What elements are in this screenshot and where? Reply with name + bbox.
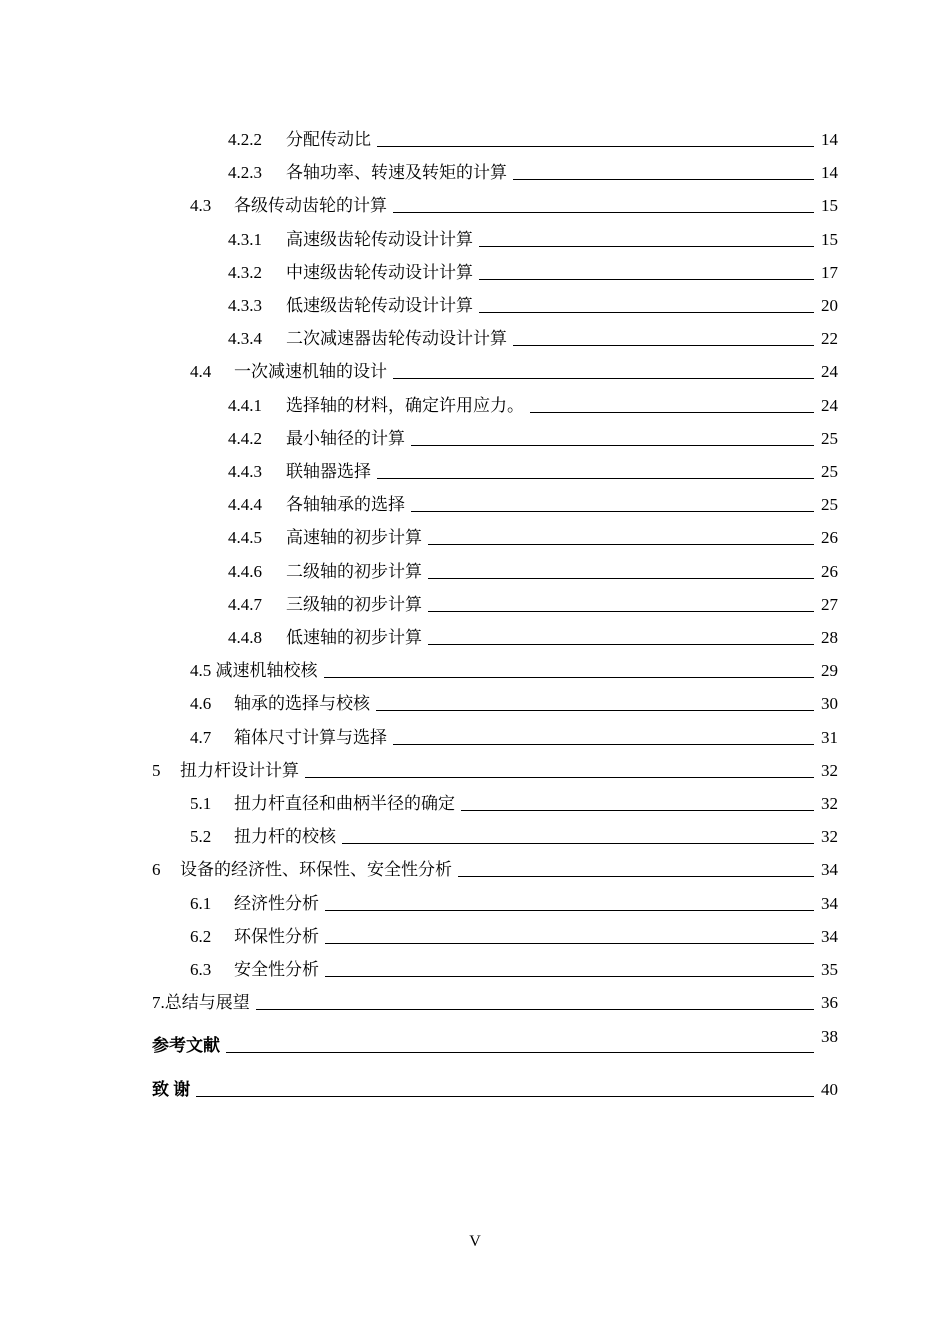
- toc-entry[interactable]: [228, 425, 838, 449]
- toc-entry-number: 4.3.3: [228, 296, 262, 315]
- toc-entry-number: 4.4.2: [228, 428, 262, 448]
- toc-leader-line: [411, 510, 814, 512]
- toc-entry-title: 高速级齿轮传动设计计算: [286, 229, 473, 249]
- toc-entry-title: 各轴轴承的选择: [286, 495, 405, 515]
- toc-entry-title: 分配传动比: [286, 130, 371, 149]
- toc-entry-page: 15: [821, 196, 838, 216]
- toc-entry-title: 致 谢: [152, 1079, 191, 1099]
- toc-leader-line: [377, 145, 814, 147]
- toc-entry-page: 26: [821, 528, 838, 548]
- toc-entry[interactable]: [190, 657, 838, 681]
- toc-entry-title: 联轴器选择: [286, 462, 371, 481]
- toc-entry[interactable]: [190, 890, 838, 914]
- toc-leader-line: [325, 942, 814, 944]
- toc-entry-page: 29: [821, 661, 838, 681]
- toc-entry[interactable]: [152, 1076, 838, 1100]
- toc-leader-line: [377, 477, 814, 479]
- toc-entry[interactable]: [228, 226, 838, 250]
- toc-entry-number: 4.4.4: [228, 495, 262, 515]
- toc-entry[interactable]: [190, 690, 838, 714]
- toc-entry-page: 32: [821, 794, 838, 813]
- toc-entry[interactable]: [152, 856, 838, 880]
- toc-entry-number: 4.4.6: [228, 561, 262, 581]
- toc-entry[interactable]: [228, 126, 838, 150]
- toc-entry[interactable]: [228, 392, 838, 416]
- toc-entry-page: 27: [821, 594, 838, 614]
- toc-entry-page: 32: [821, 760, 838, 780]
- toc-leader-line: [393, 211, 814, 213]
- toc-entry[interactable]: [228, 558, 838, 582]
- toc-entry-title: 三级轴的初步计算: [286, 594, 422, 614]
- toc-entry-title: 中速级齿轮传动设计计算: [286, 262, 473, 282]
- toc-entry-title: 各级传动齿轮的计算: [234, 196, 387, 216]
- toc-entry-page: 17: [821, 262, 838, 282]
- toc-entry-number: 6.2: [190, 926, 212, 946]
- toc-entry-page: 36: [821, 993, 838, 1013]
- toc-entry-number: 4.3.2: [228, 262, 262, 282]
- toc-entry[interactable]: [228, 524, 838, 548]
- toc-entry-title: 7.总结与展望: [152, 993, 250, 1013]
- toc-entry-number: 4.2.3: [228, 163, 262, 183]
- toc-leader-line: [196, 1095, 814, 1097]
- toc-leader-line: [513, 344, 814, 346]
- toc-leader-line: [411, 444, 814, 446]
- toc-entry-page: 35: [821, 960, 838, 979]
- toc-entry-number: 5: [152, 760, 161, 780]
- toc-entry-number: 4.3.4: [228, 329, 262, 349]
- toc-entry-number: 5.2: [190, 827, 212, 847]
- toc-entry-number: 4.4.7: [228, 594, 262, 614]
- toc-entry-page: 32: [821, 827, 838, 847]
- toc-entry-number: 6: [152, 860, 161, 880]
- toc-entry-page: 20: [821, 296, 838, 315]
- toc-entry-title: 低速轴的初步计算: [286, 628, 422, 647]
- toc-entry-page: 30: [821, 694, 838, 714]
- toc-entry[interactable]: [190, 358, 838, 382]
- toc-entry[interactable]: [190, 192, 838, 216]
- toc-entry-page: 22: [821, 329, 838, 349]
- toc-entry-title: 安全性分析: [234, 960, 319, 979]
- toc-leader-line: [342, 842, 814, 844]
- toc-entry[interactable]: [152, 1027, 838, 1056]
- toc-leader-line: [325, 909, 814, 911]
- toc-entry-page: 24: [821, 395, 838, 415]
- toc-entry-page: 28: [821, 628, 838, 647]
- toc-entry-page: 26: [821, 561, 838, 581]
- toc-entry-title: 二次减速器齿轮传动设计计算: [286, 329, 507, 349]
- toc-entry-title: 箱体尺寸计算与选择: [234, 727, 387, 747]
- toc-entry-title: 环保性分析: [234, 926, 319, 946]
- toc-leader-line: [479, 278, 814, 280]
- toc-entry-title: 二级轴的初步计算: [286, 561, 422, 581]
- toc-entry-page: 38: [821, 1027, 838, 1047]
- toc-entry-page: 34: [821, 893, 838, 913]
- toc-leader-line: [461, 809, 814, 811]
- toc-entry[interactable]: [152, 757, 838, 781]
- toc-leader-line: [428, 643, 814, 645]
- toc-entry-title: 参考文献: [152, 1036, 220, 1056]
- toc-entry-number: 4.4.8: [228, 628, 262, 647]
- toc-leader-line: [513, 178, 814, 180]
- toc-leader-line: [530, 411, 814, 413]
- toc-entry[interactable]: [228, 259, 838, 283]
- toc-entry-number: 4.7: [190, 727, 212, 747]
- toc-entry[interactable]: [228, 491, 838, 515]
- toc-leader-line: [393, 377, 814, 379]
- toc-entry-title: 设备的经济性、环保性、安全性分析: [180, 860, 452, 880]
- toc-entry-title: 经济性分析: [234, 893, 319, 913]
- toc-leader-line: [458, 875, 814, 877]
- toc-entry[interactable]: [152, 989, 838, 1013]
- toc-entry-title: 一次减速机轴的设计: [234, 362, 387, 382]
- toc-entry-page: 15: [821, 229, 838, 249]
- toc-entry[interactable]: [190, 823, 838, 847]
- toc-entry[interactable]: [228, 624, 838, 648]
- toc-leader-line: [428, 577, 814, 579]
- toc-leader-line: [376, 709, 814, 711]
- toc-entry-page: 14: [821, 163, 838, 183]
- toc-leader-line: [324, 676, 815, 678]
- toc-entry-title: 高速轴的初步计算: [286, 528, 422, 548]
- toc-entry-title: 4.5 减速机轴校核: [190, 661, 318, 681]
- toc-entry[interactable]: [228, 591, 838, 615]
- toc-entry-number: 4.4.3: [228, 462, 262, 481]
- toc-entry-title: 扭力杆直径和曲柄半径的确定: [234, 794, 455, 813]
- toc-leader-line: [256, 1008, 814, 1010]
- toc-entry-page: 25: [821, 495, 838, 515]
- toc-entry-title: 低速级齿轮传动设计计算: [286, 296, 473, 315]
- toc-entry[interactable]: [190, 790, 838, 814]
- toc-entry-page: 40: [821, 1079, 838, 1099]
- toc-entry-number: 6.1: [190, 893, 212, 913]
- toc-entry[interactable]: [228, 458, 838, 482]
- toc-entry-number: 5.1: [190, 794, 212, 813]
- toc-leader-line: [479, 245, 814, 247]
- toc-entry-page: 25: [821, 462, 838, 481]
- toc-entry-number: 6.3: [190, 960, 212, 979]
- page-number: V: [469, 1233, 481, 1250]
- toc-leader-line: [393, 743, 814, 745]
- toc-entry-page: 34: [821, 926, 838, 946]
- toc-entry-number: 4.4.1: [228, 395, 262, 415]
- toc-entry-number: 4.3.1: [228, 229, 262, 249]
- toc-entry-number: 4.4.5: [228, 528, 262, 548]
- toc-entry-page: 25: [821, 428, 838, 448]
- toc-entry-title: 最小轴径的计算: [286, 428, 405, 448]
- toc-entry-number: 4.2.2: [228, 130, 262, 149]
- toc-entry[interactable]: [190, 923, 838, 947]
- toc-entry[interactable]: [190, 724, 838, 748]
- toc-entry-page: 31: [821, 727, 838, 747]
- toc-entry-page: 14: [821, 130, 838, 149]
- toc-entry-page: 34: [821, 860, 838, 880]
- toc-entry-title: 扭力杆的校核: [234, 827, 336, 847]
- toc-entry-number: 4.6: [190, 694, 212, 714]
- toc-leader-line: [325, 975, 814, 977]
- toc-entry[interactable]: [190, 956, 838, 980]
- toc-entry-title: 各轴功率、转速及转矩的计算: [286, 163, 507, 183]
- toc-entry-title: 扭力杆设计计算: [180, 760, 299, 780]
- toc-entry-page: 24: [821, 362, 838, 382]
- toc-leader-line: [226, 1051, 814, 1053]
- toc-entry-number: 4.4: [190, 362, 212, 382]
- toc-leader-line: [428, 543, 814, 545]
- toc-entry[interactable]: [228, 292, 838, 316]
- toc-entry-title: 选择轴的材料，确定许用应力。: [286, 395, 524, 415]
- toc-entry-number: 4.3: [190, 196, 212, 216]
- toc-entry-title: 轴承的选择与校核: [234, 694, 370, 714]
- toc-leader-line: [428, 610, 814, 612]
- toc-leader-line: [479, 311, 814, 313]
- toc-leader-line: [305, 776, 814, 778]
- toc-entry[interactable]: [228, 325, 838, 349]
- toc-entry[interactable]: [228, 159, 838, 183]
